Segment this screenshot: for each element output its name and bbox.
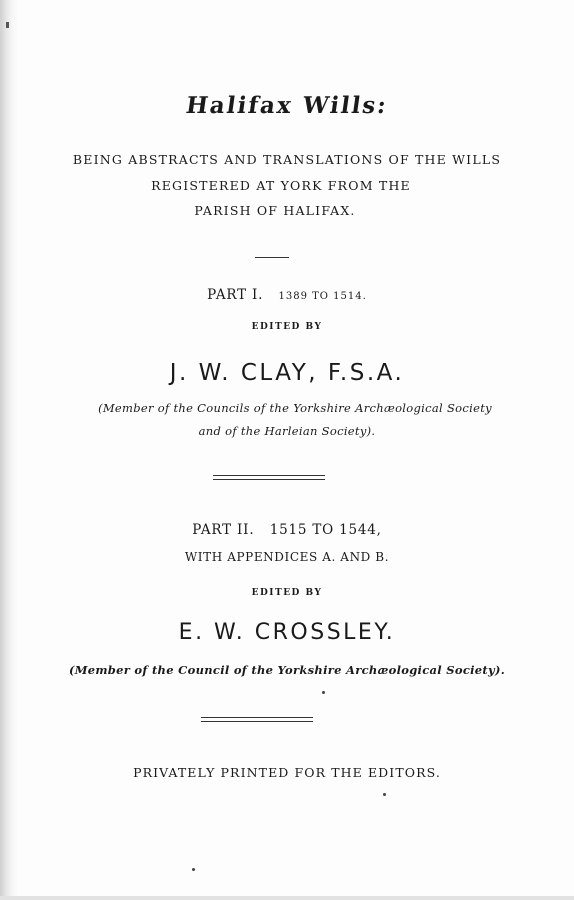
part-1-label: PART I. [207,287,264,303]
double-divider-1 [213,475,325,483]
subtitle-line-3: PARISH OF HALIFAX. [194,203,356,218]
imprint-line: PRIVATELY PRINTED FOR THE EDITORS. [133,765,441,780]
part-2-years: 1515 TO 1544, [269,522,382,538]
part-2-editor-note: (Member of the Council of the Yorkshire Archæological Society). [68,663,506,677]
part-1-editor-note-line-2: and of the Harleian Society). [198,424,376,438]
page-bottom-edge [0,896,574,900]
subtitle-line-1: BEING ABSTRACTS AND TRANSLATIONS OF THE WILLS [72,152,502,167]
print-speck [322,691,325,694]
double-divider-2 [201,717,313,725]
subtitle-line-2: REGISTERED AT YORK FROM THE [151,178,411,193]
print-speck [192,868,195,871]
part-2-appendices: WITH APPENDICES A. AND B. [184,550,390,564]
part-1-years: 1389 TO 1514. [278,291,367,302]
divider-rule [201,721,313,722]
part-1-editor: J. W. CLAY, F.S.A. [169,360,405,386]
part-1-edited-by: EDITED BY [251,322,323,332]
part-1-heading [0,287,574,303]
edge-mark [6,22,9,28]
part-2-heading [0,522,574,538]
part-2-label: PART II. [192,522,255,538]
divider-rule [213,479,325,480]
part-1-editor-note-line-1: (Member of the Councils of the Yorkshire Archæological Society [98,401,492,415]
book-title: Halifax Wills: [184,92,390,119]
short-divider [255,257,289,258]
divider-rule [213,475,325,476]
part-2-editor: E. W. CROSSLEY. [178,620,396,645]
print-speck [383,793,386,796]
part-2-edited-by: EDITED BY [251,588,323,598]
divider-rule [201,717,313,718]
